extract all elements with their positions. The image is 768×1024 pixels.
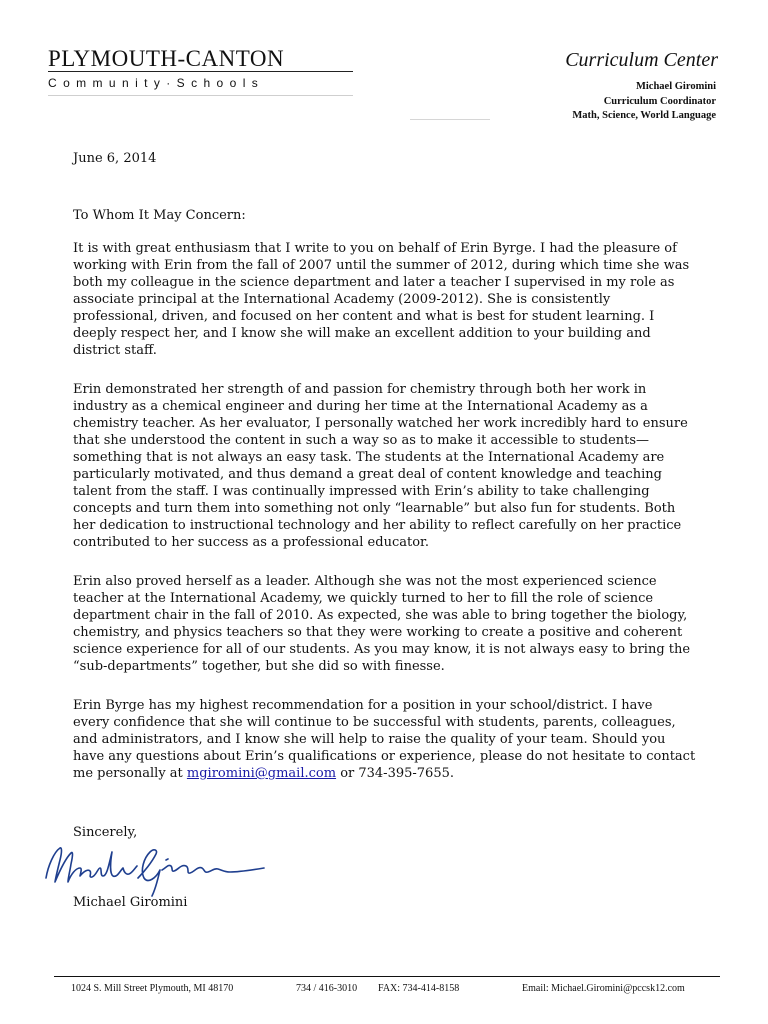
text-line: Erin demonstrated her strength of and passion for chemistry through both her work in xyxy=(73,382,647,397)
text-line: associate principal at the International Academy (2009-2012). She is consistently xyxy=(73,292,611,307)
contact-name: Michael Giromini xyxy=(635,81,716,92)
department-name: Curriculum Center xyxy=(565,49,718,71)
contact-line-prefix: me personally at xyxy=(73,766,187,781)
contact-block xyxy=(572,80,716,124)
text-line: have any questions about Erin’s qualifications or experience, please do not hesitate to contact xyxy=(73,749,696,764)
text-line: working with Erin from the fall of 2007 until the summer of 2012, during which time she was xyxy=(73,258,690,273)
paragraph-3 xyxy=(73,573,690,675)
signer-name: Michael Giromini xyxy=(73,895,188,910)
text-line: that she understood the content in such a way so as to make it accessible to students— xyxy=(73,433,650,448)
footer xyxy=(0,983,768,997)
footer-address: 1024 S. Mill Street Plymouth, MI 48170 xyxy=(71,983,234,994)
text-line: both my colleague in the science department and later a teacher I supervised in my role as xyxy=(73,275,675,290)
text-line: contributed to her success as a professional educator. xyxy=(73,535,429,550)
contact-title: Curriculum Coordinator xyxy=(603,95,716,107)
salutation: To Whom It May Concern: xyxy=(73,208,246,223)
org-subtitle: Community·Schools xyxy=(48,76,265,90)
paragraph-2 xyxy=(73,381,688,551)
text-line: concepts and turn them into something not only “learnable” but also fun for students. Both xyxy=(73,501,676,516)
text-line: professional, driven, and focused on her content and what is best for student learning. I xyxy=(73,309,655,324)
text-line: chemistry teacher. As her evaluator, I personally watched her work incredibly hard to ensure xyxy=(73,416,688,431)
paragraph-4 xyxy=(73,697,695,782)
text-line: chemistry, and physics teachers so that they were working to create a positive and coherent xyxy=(73,625,683,640)
signature-image xyxy=(40,838,270,898)
footer-email: Email: Michael.Giromini@pccsk12.com xyxy=(522,983,685,994)
closing: Sincerely, xyxy=(73,825,138,840)
email-link[interactable]: mgiromini@gmail.com xyxy=(186,766,337,781)
footer-phone: 734 / 416-3010 xyxy=(296,983,358,994)
header-rule xyxy=(48,71,353,72)
text-line: Erin Byrge has my highest recommendation for a position in your school/district. I have xyxy=(73,698,653,713)
contact-area: Math, Science, World Language xyxy=(572,110,716,121)
text-line: teacher at the International Academy, we quickly turned to her to fill the role of science xyxy=(73,591,654,606)
header-small-rule xyxy=(410,119,490,120)
text-line: “sub-departments” together, but she did so with finesse. xyxy=(73,659,445,674)
org-name: PLYMOUTH-CANTON xyxy=(48,46,285,71)
text-line: department chair in the fall of 2010. As expected, she was able to bring together the biology, xyxy=(73,608,688,623)
text-line: her dedication to instructional technology and her ability to reflect carefully on her practice xyxy=(73,518,682,533)
text-line: every confidence that she will continue to be successful with students, parents, colleagues, xyxy=(73,715,676,730)
text-line: industry as a chemical engineer and during her time at the International Academy as a xyxy=(73,399,648,414)
text-line: talent from the staff. I was continually impressed with Erin’s ability to take challenging xyxy=(73,484,650,499)
text-line: Erin also proved herself as a leader. Although she was not the most experienced science xyxy=(73,574,657,589)
footer-fax: FAX: 734-414-8158 xyxy=(378,983,460,994)
text-line: something that is not always an easy task. The students at the International Academy are xyxy=(73,450,665,465)
text-line: It is with great enthusiasm that I write to you on behalf of Erin Byrge. I had the pleasure of xyxy=(73,241,677,256)
text-line: particularly motivated, and thus demand a great deal of content knowledge and teaching xyxy=(73,467,662,482)
letter-date: June 6, 2014 xyxy=(73,151,157,166)
contact-line-suffix: or 734-395-7655. xyxy=(336,766,454,781)
text-line: district staff. xyxy=(73,343,157,358)
footer-rule xyxy=(54,976,720,977)
text-line: science experience for all of our students. As you may know, it is not always easy to bring the xyxy=(73,642,691,657)
header-subrule xyxy=(48,95,353,96)
contact-line xyxy=(73,765,695,782)
text-line: deeply respect her, and I know she will make an excellent addition to your building and xyxy=(73,326,651,341)
paragraph-1 xyxy=(73,240,689,359)
text-line: and administrators, and I know she will help to raise the quality of your team. Should you xyxy=(73,732,666,747)
